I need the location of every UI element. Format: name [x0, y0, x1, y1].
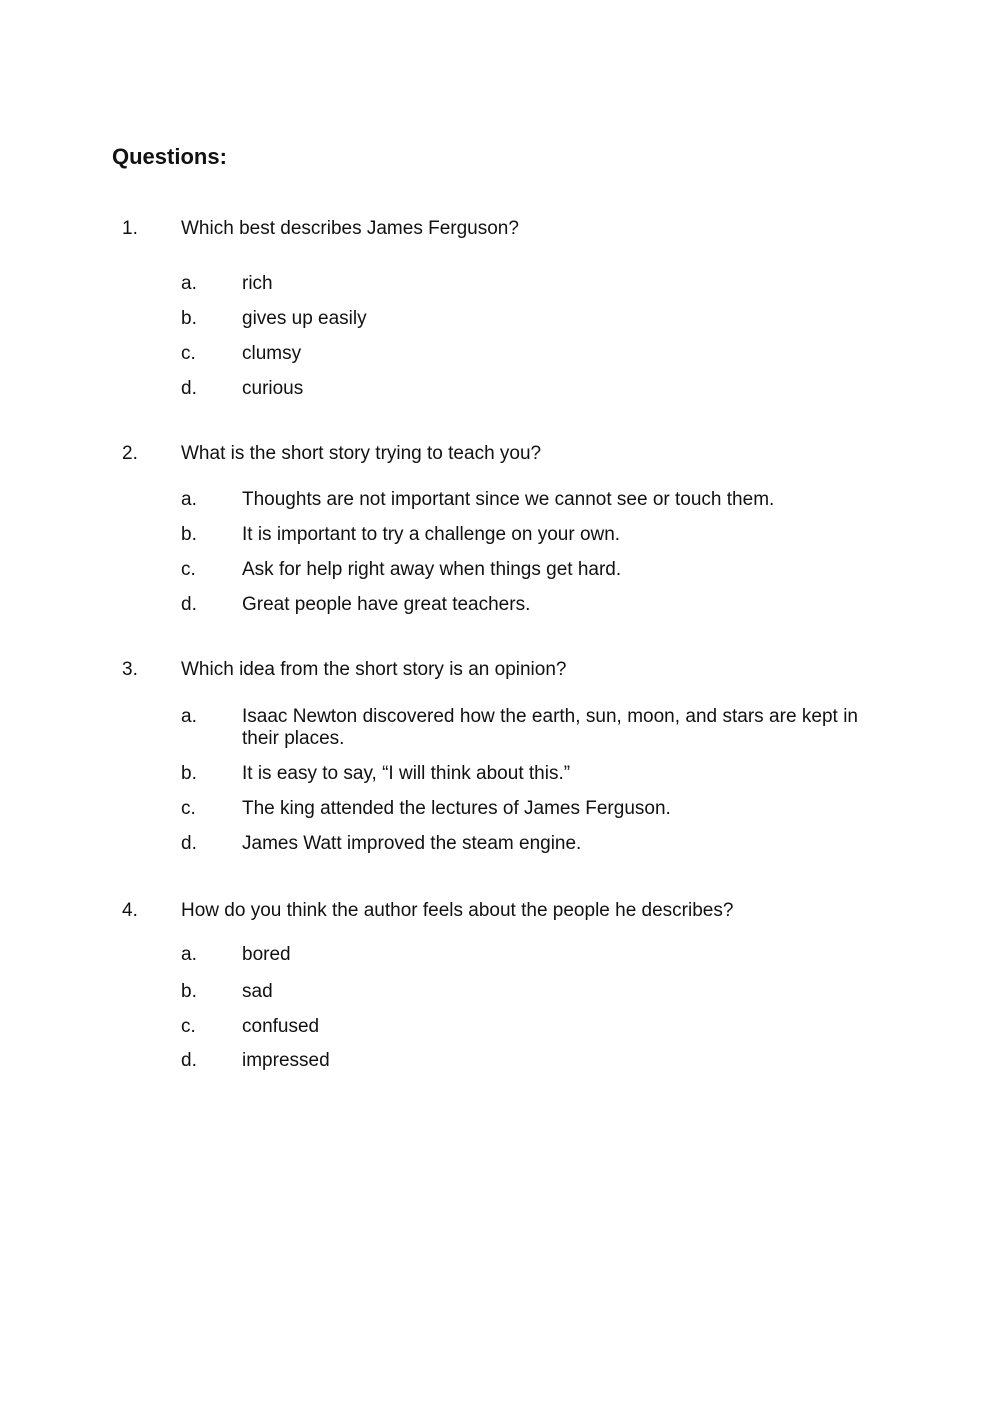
option-letter: b.	[181, 524, 197, 545]
question-number: 3.	[122, 659, 138, 680]
option-b[interactable]	[181, 308, 858, 330]
option-letter: a.	[181, 273, 197, 294]
option-b[interactable]	[181, 524, 858, 546]
option-text: It is important to try a challenge on your own.	[242, 524, 621, 545]
option-text: curious	[242, 378, 304, 399]
option-text: rich	[242, 273, 273, 294]
option-letter: c.	[181, 559, 196, 580]
option-a[interactable]	[181, 273, 858, 295]
option-text: Ask for help right away when things get hard.	[242, 559, 622, 580]
question-4	[122, 900, 858, 1072]
option-d[interactable]	[181, 594, 858, 616]
option-text: clumsy	[242, 343, 302, 364]
option-text: The king attended the lectures of James Ferguson.	[242, 798, 671, 819]
question-stem	[122, 900, 858, 922]
option-letter: b.	[181, 308, 197, 329]
question-number: 2.	[122, 443, 138, 464]
question-text: How do you think the author feels about the people he describes?	[181, 900, 734, 921]
page-heading: Questions:	[112, 144, 227, 169]
question-text: Which best describes James Ferguson?	[181, 218, 519, 239]
option-letter: d.	[181, 594, 197, 615]
option-letter: d.	[181, 1050, 197, 1071]
option-text: Thoughts are not important since we cannot see or touch them.	[242, 489, 775, 510]
option-letter: c.	[181, 1016, 196, 1037]
question-number: 4.	[122, 900, 138, 921]
option-d[interactable]	[181, 378, 858, 400]
option-d[interactable]	[181, 1050, 858, 1072]
option-c[interactable]	[181, 798, 858, 820]
option-text: sad	[242, 981, 273, 1002]
option-a[interactable]	[181, 706, 858, 750]
option-letter: c.	[181, 798, 196, 819]
question-stem	[122, 443, 858, 465]
option-letter: c.	[181, 343, 196, 364]
option-a[interactable]	[181, 944, 858, 966]
option-d[interactable]	[181, 833, 858, 855]
option-text: Great people have great teachers.	[242, 594, 531, 615]
question-stem	[122, 659, 858, 681]
option-c[interactable]	[181, 343, 858, 365]
question-3	[122, 659, 858, 855]
option-text: confused	[242, 1016, 320, 1037]
option-a[interactable]	[181, 489, 858, 511]
option-text: Isaac Newton discovered how the earth, sun, moon, and stars are kept in their places.	[242, 706, 858, 749]
option-letter: a.	[181, 489, 197, 510]
question-text: What is the short story trying to teach you?	[181, 443, 542, 464]
option-letter: a.	[181, 706, 197, 727]
option-text: James Watt improved the steam engine.	[242, 833, 582, 854]
option-c[interactable]	[181, 559, 858, 581]
option-letter: d.	[181, 378, 197, 399]
option-letter: a.	[181, 944, 197, 965]
question-text: Which idea from the short story is an opinion?	[181, 659, 567, 680]
question-stem	[122, 218, 858, 240]
question-2	[122, 443, 858, 616]
option-letter: b.	[181, 763, 197, 784]
option-text: bored	[242, 944, 291, 965]
option-text: impressed	[242, 1050, 330, 1071]
question-number: 1.	[122, 218, 138, 239]
option-b[interactable]	[181, 981, 858, 1003]
option-letter: d.	[181, 833, 197, 854]
option-c[interactable]	[181, 1016, 858, 1038]
option-b[interactable]	[181, 763, 858, 785]
option-text: gives up easily	[242, 308, 367, 329]
option-text: It is easy to say, “I will think about this.”	[242, 763, 571, 784]
option-letter: b.	[181, 981, 197, 1002]
question-1	[122, 218, 858, 400]
